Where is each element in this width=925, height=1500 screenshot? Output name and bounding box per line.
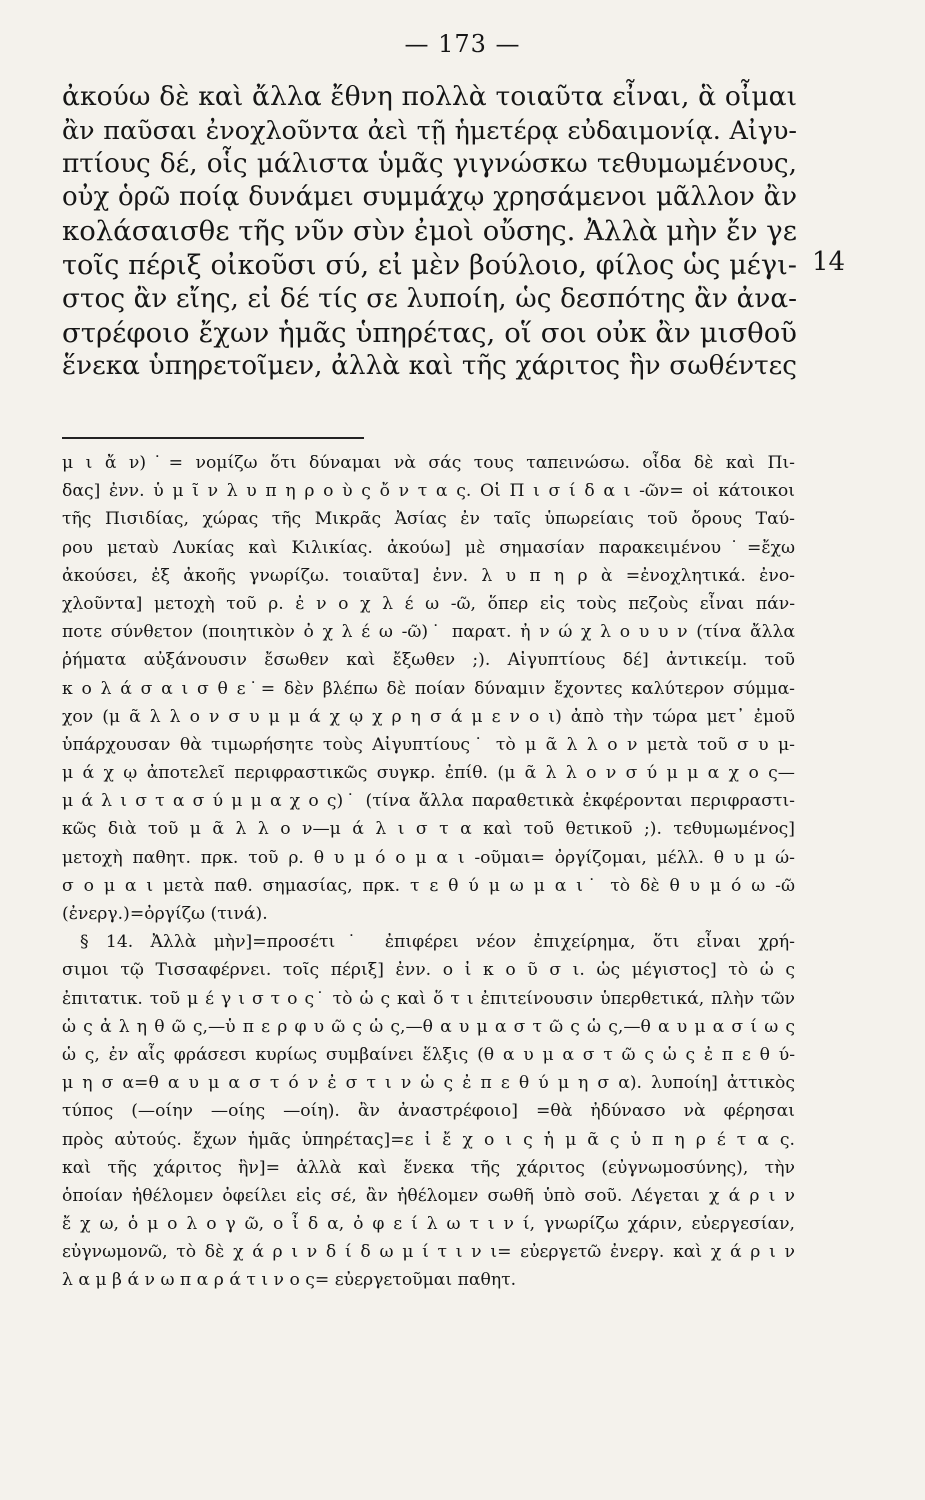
- note-line: κῶς διὰ τοῦ μ ᾶ λ λ ο ν—μ ά λ ι σ τ α καὶ τοῦ θετικοῦ ;). τεθυμωμένος]: [62, 819, 795, 840]
- text-line: κολάσαισθε τῆς νῦν σὺν ἐμοὶ οὔσης. Ἀλλὰ μὴν ἔν γε: [62, 215, 797, 248]
- note-line: κ ο λ ά σ α ι σ θ ε˙= δὲν βλέπω δὲ ποίαν δύναμιν ἔχοντες καλύτερον σύμμα-: [62, 678, 795, 699]
- note-line: τῆς Πισιδίας, χώρας τῆς Μικρᾶς Ἀσίας ἐν ταῖς ὑπωρείαις τοῦ ὄρους Ταύ-: [62, 509, 795, 530]
- note-line: εὐγνωμονῶ, τὸ δὲ χ ά ρ ι ν δ ί δ ω μ ί τ ι ν ι= εὐεργετῶ ἐνεργ. καὶ χ ά ρ ι ν: [62, 1242, 795, 1263]
- text-line: ἕνεκα ὑπηρετοῖμεν, ἀλλὰ καὶ τῆς χάριτος ἣν σωθέντες: [62, 351, 797, 382]
- note-line: χλοῦντα] μετοχὴ τοῦ ρ. ἐ ν ο χ λ έ ω -ῶ, ὅπερ εἰς τοὺς πεζοὺς εἶναι πάν-: [62, 593, 795, 614]
- note-line: μ ι ἄ ν)˙= νομίζω ὅτι δύναμαι νὰ σάς τους ταπεινώσω. οἶδα δὲ καὶ Πι-: [62, 453, 795, 473]
- main-greek-text: [62, 80, 797, 384]
- note-line: ἔ χ ω, ὁ μ ο λ ο γ ῶ, ο ἶ δ α, ὀ φ ε ί λ ω τ ι ν ί, γνωρίζω χάριν, εὐεργεσίαν,: [62, 1214, 795, 1235]
- note-line: ποτε σύνθετον (ποιητικὸν ὀ χ λ έ ω -ῶ)˙ παρατ. ἠ ν ώ χ λ ο υ υ ν (τίνα ἄλλα: [62, 622, 795, 643]
- note-line: ρου μεταὺ Λυκίας καὶ Κιλικίας. ἀκούω] μὲ σημασίαν παρακειμένου˙=ἔχω: [62, 537, 795, 558]
- note-line: σιμοι τῷ Τισσαφέρνει. τοῖς πέριξ] ἐνν. ο ἰ κ ο ῦ σ ι. ὡς μέγιστος] τὸ ὡ ς: [62, 960, 795, 981]
- text-line: οὐχ ὁρῶ ποίᾳ δυνάμει συμμάχῳ χρησάμενοι μᾶλλον ἂν: [62, 182, 797, 213]
- note-line: ὑπάρχουσαν θὰ τιμωρήσητε τοὺς Αἰγυπτίους˙ τὸ μ ᾶ λ λ ο ν μετὰ τοῦ σ υ μ-: [62, 734, 795, 755]
- note-line: ῥήματα αὐξάνουσιν ἔσωθεν καὶ ἔξωθεν ;). Αἰγυπτίους δέ] ἀντικείμ. τοῦ: [62, 650, 795, 671]
- commentary-notes: [62, 449, 795, 1295]
- text-line: ἀκούω δὲ καὶ ἄλλα ἔθνη πολλὰ τοιαῦτα εἶναι, ἃ οἶμαι: [62, 81, 797, 112]
- note-line: πρὸς αὐτούς. ἔχων ἡμᾶς ὑπηρέτας]=ε ἰ ἔ χ ο ι ς ἡ μ ᾶ ς ὑ π η ρ έ τ α ς.: [62, 1129, 795, 1150]
- text-line: τοῖς πέριξ οἰκοῦσι σύ, εἰ μὲν βούλοιο, φίλος ὡς μέγι-: [62, 249, 797, 281]
- note-line: τύπος (—οίην —οίης —οίη). ἂν ἀναστρέφοιο] =θὰ ἠδύνασο νὰ φέρησαι: [62, 1101, 795, 1122]
- note-line: χον (μ ᾶ λ λ ο ν σ υ μ μ ά χ ῳ χ ρ η σ ά μ ε ν ο ι) ἀπὸ τὴν τώρα μετ᾽ ἐμοῦ: [62, 706, 795, 727]
- note-line: ὡ ς, ἐν αἷς φράσεσι κυρίως συμβαίνει ἕλξις (θ α υ μ α σ τ ῶ ς ὡ ς ἐ π ε θ ύ-: [62, 1044, 795, 1065]
- margin-section-number: 14: [812, 247, 846, 277]
- note-line: μ ά λ ι σ τ α σ ύ μ μ α χ ο ς)˙ (τίνα ἄλλα παραθετικὰ ἐκφέρονται περιφραστι-: [62, 791, 795, 812]
- text-line: ἂν παῦσαι ἐνοχλοῦντα ἀεὶ τῇ ἡμετέρᾳ εὐδαιμονίᾳ. Αἰγυ-: [62, 114, 797, 145]
- note-line: ὁποίαν ἠθέλομεν ὀφείλει εἰς σέ, ἂν ἠθέλομεν σωθῆ ὑπὸ σοῦ. Λέγεται χ ά ρ ι ν: [62, 1185, 795, 1206]
- note-line: (ἐνεργ.)=ὀργίζω (τινά).: [62, 904, 268, 924]
- note-line: μετοχὴ παθητ. πρκ. τοῦ ρ. θ υ μ ό ο μ α ι -οῦμαι= ὀργίζομαι, μέλλ. θ υ μ ώ-: [62, 847, 795, 868]
- note-line: § 14. Ἀλλὰ μὴν]=προσέτι˙ ἐπιφέρει νέον ἐπιχείρημα, ὅτι εἶναι χρή-: [80, 932, 795, 953]
- note-line: μ ά χ ῳ ἀποτελεῖ περιφραστικῶς συγκρ. ἐπίθ. (μ ᾶ λ λ ο ν σ ύ μ μ α χ ο ς—: [62, 763, 795, 784]
- note-line: ὡ ς ἀ λ η θ ῶ ς,—ὑ π ε ρ φ υ ῶ ς ὡ ς,—θ α υ μ α σ τ ῶ ς ὡ ς,—θ α υ μ α σ ί ω ς: [62, 1016, 795, 1037]
- text-line: στος ἂν εἴης, εἰ δέ τίς σε λυποίη, ὡς δεσπότης ἂν ἀνα-: [62, 283, 797, 314]
- note-line: ἀκούσει, ἐξ ἀκοῆς γνωρίζω. τοιαῦτα] ἐνν. λ υ π η ρ ὰ =ἐνοχλητικά. ἐνο-: [62, 565, 795, 586]
- note-line: καὶ τῆς χάριτος ἣν]= ἀλλὰ καὶ ἕνεκα τῆς χάριτος (εὐγνωμοσύνης), τὴν: [62, 1157, 795, 1178]
- text-line: πτίους δέ, οἷς μάλιστα ὑμᾶς γιγνώσκω τεθυμωμένους,: [62, 148, 797, 179]
- footnote-separator: [62, 437, 364, 439]
- note-line: μ η σ α=θ α υ μ α σ τ ό ν ἐ σ τ ι ν ὡ ς ἐ π ε θ ύ μ η σ α). λυποίη] ἀττικὸς: [62, 1073, 795, 1094]
- note-line: λ α μ β ά ν ω π α ρ ά τ ι ν ο ς= εὐεργετοῦμαι παθητ.: [62, 1270, 517, 1291]
- note-line: ἐπιτατικ. τοῦ μ έ γ ι σ τ ο ς˙ τὸ ὡ ς καὶ ὅ τ ι ἐπιτείνουσιν ὑπερθετικά, πλὴν τῶν: [62, 988, 795, 1009]
- note-line: σ ο μ α ι μετὰ παθ. σημασίας, πρκ. τ ε θ ύ μ ω μ α ι˙ τὸ δὲ θ υ μ ό ω -ῶ: [62, 875, 795, 896]
- note-line: δας] ἐνν. ὑ μ ῖ ν λ υ π η ρ ο ὺ ς ὄ ν τ α ς. Οἱ Π ι σ ί δ α ι -ῶν= οἱ κάτοικοι: [62, 481, 795, 502]
- page-number: — 173 —: [404, 30, 521, 58]
- text-line: στρέφοιο ἔχων ἡμᾶς ὑπηρέτας, οἵ σοι οὐκ ἂν μισθοῦ: [62, 316, 797, 349]
